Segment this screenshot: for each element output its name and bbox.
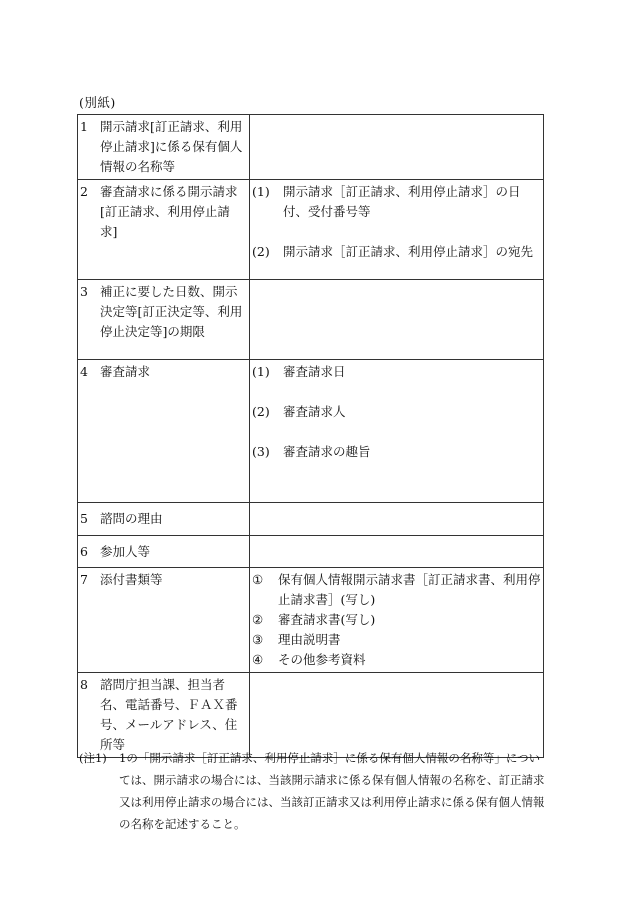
row-label: [80, 675, 247, 755]
sub-item-text: 審査請求日: [283, 364, 346, 379]
attachment-marker: ②: [252, 612, 264, 627]
attachment-text: 審査請求書(写し): [278, 612, 376, 627]
row-number: 2: [80, 184, 88, 199]
sub-item: [252, 362, 541, 382]
sub-item-marker: (1): [252, 364, 270, 379]
row-number: 4: [80, 364, 88, 379]
row-label: [80, 509, 247, 529]
row-label-text: 参加人等: [100, 543, 151, 559]
row-label-cell: [78, 536, 250, 568]
sub-item: [252, 402, 541, 422]
sub-item-marker: (3): [252, 444, 270, 459]
attachment-item: [252, 650, 541, 670]
row-label-text: 補正に要した日数、開示決定等[訂正決定等、利用停止決定等]の期限: [100, 284, 243, 339]
row-content-cell: [250, 673, 544, 758]
row-label-cell: [78, 568, 250, 673]
attachment-text: 理由説明書: [278, 632, 341, 647]
row-label-text: 開示請求[訂正請求、利用停止請求]に係る保有個人情報の名称等: [100, 119, 243, 174]
attachment-marker: ④: [252, 652, 264, 667]
row-label-text: 諮問庁担当課、担当者名、電話番号、ＦＡＸ番号、メールアドレス、住所等: [100, 677, 238, 752]
attachment-item: [252, 610, 541, 630]
row-label: [80, 570, 247, 590]
attachment-item: [252, 570, 541, 610]
attachment-marker: ①: [252, 572, 264, 587]
row-label-cell: [78, 673, 250, 758]
footnote-marker: (注1): [79, 751, 107, 765]
row-content-cell: [250, 280, 544, 360]
row-number: 3: [80, 284, 88, 299]
row-number: 1: [80, 119, 88, 134]
footnote: [79, 747, 549, 835]
attachment-text: その他参考資料: [278, 652, 366, 667]
table-row: [78, 280, 544, 360]
row-number: 6: [80, 543, 88, 559]
table-row: [78, 180, 544, 280]
row-number: 5: [80, 511, 88, 526]
row-label-text: 審査請求: [100, 364, 151, 379]
sub-item-marker: (1): [252, 184, 270, 199]
attachment-marker: ③: [252, 632, 264, 647]
row-content-cell: [250, 536, 544, 568]
row-number: 7: [80, 572, 88, 587]
table-row: [78, 536, 544, 568]
row-label: [80, 542, 247, 562]
row-label-cell: [78, 280, 250, 360]
sub-item: [252, 242, 541, 262]
sub-item-text: 開示請求［訂正請求、利用停止請求］の宛先: [283, 244, 534, 259]
row-label: [80, 182, 247, 242]
document-label: (別紙): [79, 95, 116, 110]
row-content-cell: [250, 360, 544, 503]
consultation-form-table: [77, 114, 544, 758]
row-label-cell: [78, 360, 250, 503]
row-label-cell: [78, 115, 250, 180]
sub-item-text: 開示請求［訂正請求、利用停止請求］の日付、受付番号等: [283, 184, 521, 219]
row-label-text: 諮問の理由: [100, 511, 163, 526]
row-content-cell: [250, 180, 544, 280]
attachment-text: 保有個人情報開示請求書［訂正請求書、利用停止請求書］(写し): [278, 572, 541, 607]
row-label: [80, 362, 247, 382]
sub-item: [252, 442, 541, 462]
row-label-cell: [78, 503, 250, 536]
row-content-cell: [250, 568, 544, 673]
sub-item: [252, 182, 541, 222]
table-row: [78, 115, 544, 180]
sub-item-text: 審査請求人: [283, 404, 346, 419]
row-label-text: 審査請求に係る開示請求[訂正請求、利用停止請求]: [100, 184, 238, 239]
table-row: [78, 673, 544, 758]
row-label: [80, 117, 247, 177]
row-label-text: 添付書類等: [100, 572, 163, 587]
row-label: [80, 282, 247, 342]
footnote-text: 1の「開示請求［訂正請求、利用停止請求］に係る保有個人情報の名称等」については、開示請求の場合には、当該開示請求に係る保有個人情報の名称を、訂正請求又は利用停止請求の場合には、当該訂正請求又は利用停止請求に係る保有個人情報の名称を記述すること。: [119, 751, 545, 831]
attachment-item: [252, 630, 541, 650]
sub-item-text: 審査請求の趣旨: [283, 444, 371, 459]
row-content-cell: [250, 503, 544, 536]
sub-item-marker: (2): [252, 244, 270, 259]
row-number: 8: [80, 677, 88, 692]
table-row: [78, 503, 544, 536]
table-row: [78, 568, 544, 673]
row-label-cell: [78, 180, 250, 280]
sub-item-marker: (2): [252, 404, 270, 419]
table-row: [78, 360, 544, 503]
row-content-cell: [250, 115, 544, 180]
